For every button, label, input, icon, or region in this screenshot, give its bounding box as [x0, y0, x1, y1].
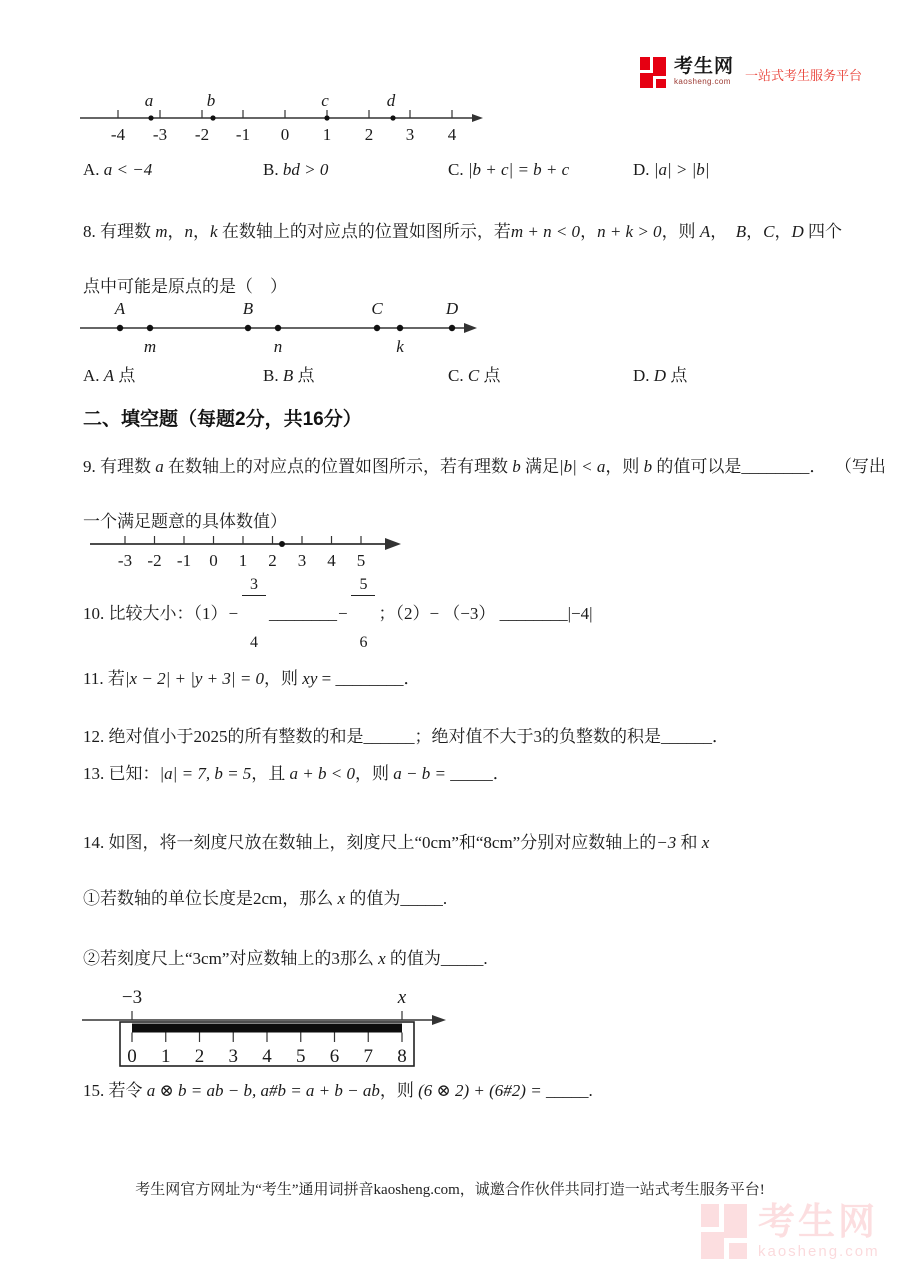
tick-label: -2 — [194, 125, 210, 144]
point-label-d: d — [386, 91, 396, 110]
point-label-B: B — [242, 299, 254, 318]
q7-option-c: C. |b + c| = b + c — [448, 160, 570, 179]
kaosheng-watermark — [701, 1203, 880, 1260]
kaosheng-logo-text — [674, 57, 734, 86]
fraction-5-6: $\frac{5}{6}$ — [351, 539, 375, 689]
ruler-mark: 1 — [161, 1046, 171, 1067]
tick-label: -3 — [152, 125, 168, 144]
q14-ruler-figure — [82, 986, 462, 1070]
q7-option-d: D. |a| > |b| — [633, 160, 710, 179]
tick-label: 0 — [209, 551, 218, 570]
tick-label: 5 — [356, 551, 366, 570]
q8-option-d: D. D 点 — [633, 366, 688, 385]
point-label-C: C — [371, 299, 383, 318]
point-label-m: m — [143, 337, 157, 356]
watermark-domain: kaosheng.com — [758, 1243, 880, 1260]
ruler-mark: 6 — [329, 1046, 340, 1067]
fraction-3-4: $\frac{3}{4}$ — [242, 539, 266, 689]
section-2-header: 二、填空题（每题2分，共16分） — [83, 409, 362, 430]
page-footer: 考生网官方网址为“考生”通用词拼音kaosheng.com，诚邀合作伙伴共同打造一站式考生服务平台! — [135, 1182, 765, 1198]
kaosheng-watermark-icon — [701, 1204, 749, 1259]
question-14-sub2: ②若刻度尺上“3cm”对应数轴上的3那么 x 的值为_____. — [83, 949, 488, 968]
question-8-line2: 点中可能是原点的是（ ） — [83, 277, 287, 296]
question-12: 12. 绝对值小于2025的所有整数的和是______；绝对值不大于3的负整数的积是______． — [83, 727, 729, 746]
ruler-left-axis-label: −3 — [121, 987, 143, 1008]
question-15: 15. 若令 a ⊗ b = ab − b, a#b = a + b − ab，则 (6 ⊗ 2) + (6#2) = _____. — [83, 1081, 593, 1100]
q10-prefix: 10. 比较大小：（1） — [83, 604, 228, 624]
tick-label: 2 — [268, 551, 277, 570]
q7-option-a: A. a < −4 — [83, 160, 153, 179]
tick-label: -4 — [110, 125, 126, 144]
watermark-name: 考生网 — [758, 1201, 878, 1242]
tick-label: 4 — [327, 551, 336, 570]
tick-label: 0 — [280, 125, 290, 144]
q8-option-c: C. C 点 — [448, 366, 501, 385]
point-label-a: a — [144, 91, 154, 110]
question-9-line2: 一个满足题意的具体数值） — [83, 512, 287, 531]
logo-tagline: 一站式考生服务平台 — [745, 68, 863, 83]
tick-label: -1 — [176, 551, 192, 570]
tick-label: -2 — [147, 551, 162, 570]
ruler-mark: 7 — [363, 1046, 373, 1067]
tick-label: 3 — [297, 551, 307, 570]
question-14-sub1: ①若数轴的单位长度是2cm，那么 x 的值为_____. — [83, 889, 448, 908]
ruler-mark: 0 — [127, 1046, 137, 1067]
tick-label: 3 — [405, 125, 415, 144]
ruler-mark: 3 — [228, 1046, 238, 1067]
logo-name: 考生网 — [674, 56, 735, 77]
kaosheng-logo-icon — [640, 57, 667, 88]
point-label-c: c — [321, 91, 329, 110]
q10-middle: ；（2）− （−3） — [378, 604, 500, 624]
tick-label: 2 — [364, 125, 374, 144]
point-label-n: n — [273, 337, 283, 356]
tick-label: -1 — [235, 125, 251, 144]
ruler-mark: 5 — [296, 1046, 306, 1067]
point-label-D: D — [445, 299, 459, 318]
q10-blank-2: ________ — [499, 604, 568, 624]
tick-label: 4 — [447, 125, 457, 144]
question-10 — [83, 575, 593, 651]
question-11: 11. 若|x − 2| + |y + 3| = 0，则 xy = ________． — [83, 669, 421, 688]
point-label-b: b — [206, 91, 216, 110]
question-13: 13. 已知：|a| = 7, b = 5，且 a + b < 0，则 a − b = _____． — [83, 764, 510, 783]
point-label-A: A — [114, 299, 126, 318]
q8-number-line-figure — [78, 296, 490, 358]
tick-label: 1 — [322, 125, 332, 144]
q8-option-a: A. A 点 — [83, 366, 136, 385]
q8-option-b: B. B 点 — [263, 366, 315, 385]
tick-label: -3 — [117, 551, 133, 570]
ruler-mark: 2 — [194, 1046, 205, 1067]
q10-blank-1: ________ — [268, 604, 337, 624]
ruler-mark: 4 — [262, 1046, 272, 1067]
logo-domain: kaosheng.com — [674, 76, 731, 86]
ruler-mark: 8 — [397, 1046, 407, 1067]
tick-label: 1 — [238, 551, 248, 570]
q10-minus-1: − — [227, 604, 239, 624]
q10-suffix: |−4| — [567, 604, 593, 624]
kaosheng-watermark-text — [758, 1203, 880, 1260]
question-9-line1: 9. 有理数 a 在数轴上的对应点的位置如图所示，若有理数 b 满足|b| < a，则 b 的值可以是________． （写出 — [83, 457, 886, 476]
ruler-right-axis-label: x — [397, 987, 407, 1008]
question-8-line1: 8. 有理数 m，n，k 在数轴上的对应点的位置如图所示，若m + n < 0，n + k > 0，则 A， B，C，D 四个 — [83, 222, 842, 241]
q10-minus-2: − — [336, 604, 349, 624]
q7-option-b: B. bd > 0 — [263, 160, 329, 179]
kaosheng-logo — [640, 57, 862, 88]
q7-number-line-figure — [78, 92, 490, 146]
question-14-line1: 14. 如图，将一刻度尺放在数轴上，刻度尺上“0cm”和“8cm”分别对应数轴上的−3 和 x — [83, 833, 710, 852]
point-label-k: k — [396, 337, 404, 356]
